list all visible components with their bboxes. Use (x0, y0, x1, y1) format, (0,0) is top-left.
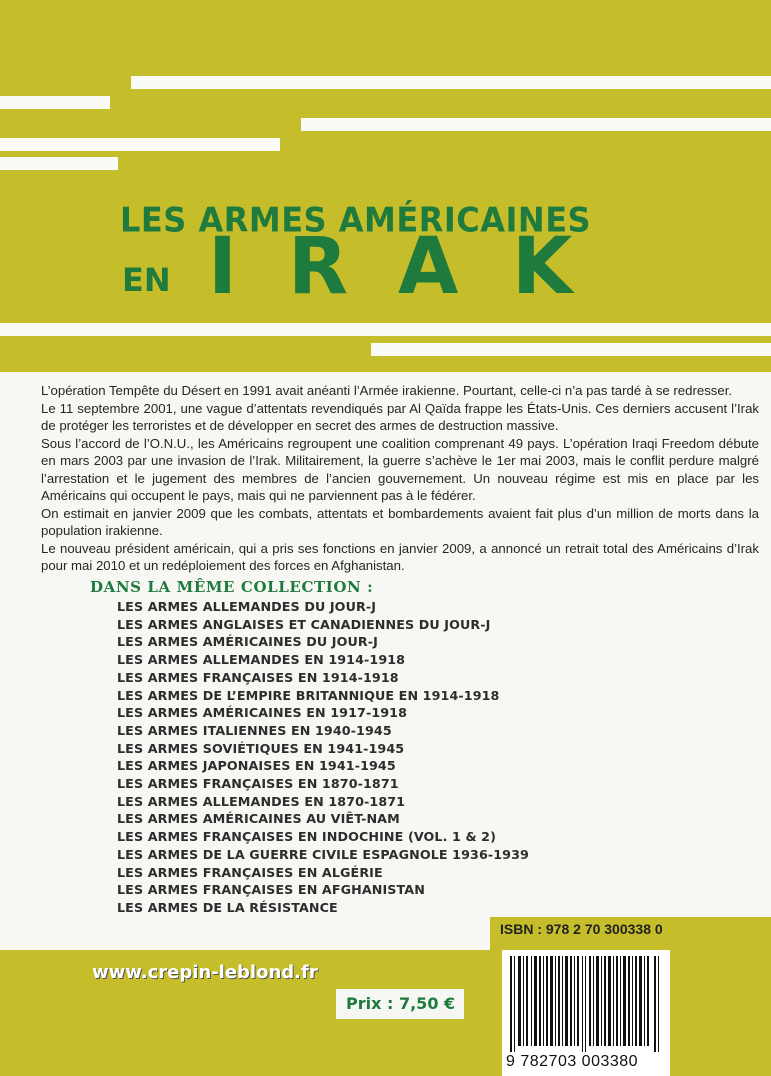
barcode-number: 9 782703 003380 (506, 1053, 639, 1070)
intro-paragraph: Le nouveau président américain, qui a pris ses fonctions en janvier 2009, a annoncé un retrait total des Américains d’Irak pour mai 2010 et un redéploiement des forces en Afghanistan. (41, 540, 759, 573)
collection-title: LES ARMES ITALIENNES EN 1940-1945 (117, 722, 392, 738)
title-letter-r: R (288, 222, 349, 312)
collection-heading: DANS LA MÊME COLLECTION : (90, 578, 374, 596)
collection-title: LES ARMES ANGLAISES ET CANADIENNES DU JOUR-J (117, 616, 491, 632)
isbn-text: ISBN : 978 2 70 300338 0 (500, 921, 663, 937)
price-label: Prix : (346, 994, 394, 1013)
decor-band (0, 96, 110, 109)
barcode-bars (510, 956, 662, 1052)
title-letter-k: K (512, 222, 573, 312)
title-letter-a: A (398, 222, 459, 312)
collection-title: LES ARMES DE LA GUERRE CIVILE ESPAGNOLE 1936-1939 (117, 846, 529, 862)
collection-title: LES ARMES FRANÇAISES EN INDOCHINE (VOL. 1 & 2) (117, 829, 496, 845)
decor-band (371, 343, 771, 356)
decor-band (0, 138, 280, 151)
decor-band (131, 76, 771, 89)
decor-band (0, 157, 118, 170)
collection-title: LES ARMES AMÉRICAINES AU VIÊT-NAM (117, 811, 400, 827)
collection-title: LES ARMES FRANÇAISES EN ALGÉRIE (117, 864, 383, 880)
intro-paragraph: Le 11 septembre 2001, une vague d’attentats revendiqués par Al Qaïda frappe les États-Unis. Ces derniers accusent l’Irak de protéger les terroristes et de développer en secret des armes de destruction massive. (41, 400, 759, 433)
price-box (336, 989, 464, 1019)
collection-title: LES ARMES JAPONAISES EN 1941-1945 (117, 758, 396, 774)
isbn-strip (490, 917, 771, 943)
cover-title: LES ARMES AMÉRICAINES (120, 200, 592, 240)
decor-band (301, 118, 771, 131)
decor-band (0, 323, 771, 336)
collection-title: LES ARMES DE L’EMPIRE BRITANNIQUE EN 1914-1918 (117, 687, 500, 703)
collection-title: LES ARMES FRANÇAISES EN 1870-1871 (117, 776, 399, 792)
collection-title: LES ARMES ALLEMANDES EN 1870-1871 (117, 793, 406, 809)
collection-title: LES ARMES FRANÇAISES EN AFGHANISTAN (117, 882, 425, 898)
intro-paragraph: Sous l’accord de l’O.N.U., les Américains regroupent une coalition comprenant 49 pays. L’opération Iraqi Freedom débute en mars 2003 par une invasion de l’Irak. Militairement, la guerre s’achève le 1er mai 2003, mais le conflit perdure malgré l’arrestation et le jugement des membres de l’ancien gouvernement. Un nouveau régime est mis en place par les Américains qui occupent le pays, mais qui ne parviennent pas à le fédérer. (41, 435, 759, 503)
intro-paragraph: On estimait en janvier 2009 que les combats, attentats et bombardements avaient fait plus d’un million de morts dans la population irakienne. (41, 505, 759, 538)
price-value: 7,50 € (398, 994, 456, 1013)
price (346, 994, 455, 1013)
intro-paragraph: L’opération Tempête du Désert en 1991 avait anéanti l’Armée irakienne. Pourtant, celle-ci n’a pas tardé à se redresser. (41, 383, 733, 398)
collection-list (117, 598, 529, 917)
collection-title: LES ARMES AMÉRICAINES EN 1917-1918 (117, 705, 408, 721)
collection-title: LES ARMES DE LA RÉSISTANCE (117, 899, 338, 915)
title-letter-i: I (208, 222, 238, 312)
collection-title: LES ARMES ALLEMANDES EN 1914-1918 (117, 652, 406, 668)
collection-title: LES ARMES ALLEMANDES DU JOUR-J (117, 599, 377, 614)
intro-text (41, 382, 759, 575)
collection-title: LES ARMES FRANÇAISES EN 1914-1918 (117, 669, 399, 685)
publisher-website: www.crepin-leblond.fr (92, 962, 318, 983)
collection-title: LES ARMES SOVIÉTIQUES EN 1941-1945 (117, 740, 405, 756)
collection-title: LES ARMES AMÉRICAINES DU JOUR-J (117, 634, 378, 650)
cover-title-en: EN (122, 261, 171, 299)
barcode (502, 950, 670, 1076)
